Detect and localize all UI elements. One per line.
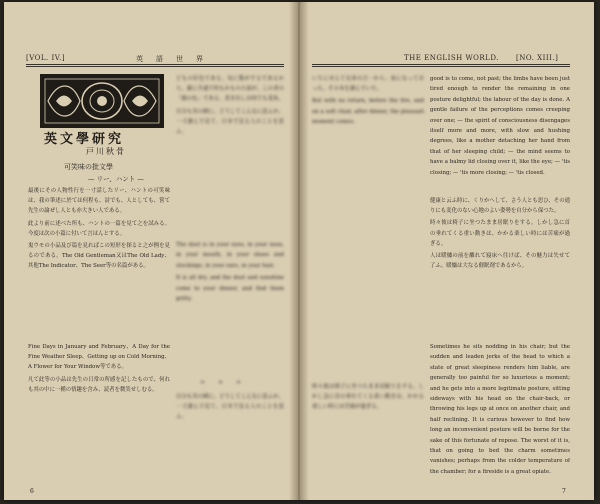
left-paragraph-1: 最後にその人物性行を一寸話したリー、ハントの可笑味は、我の筆述に於ては何程も、詩でも、人としても、嘗て先生の論ぜし人とも亦大きい人である。 [28, 188, 170, 215]
right-jp-paragraph-1: 健康と云ふ時に、くりかへして、さう人とも思ひ、その通りにも変化のない心地のよい姿勢を自分から保つた。 [430, 198, 570, 215]
middle-column-english [176, 240, 284, 374]
right-english-lower [430, 342, 570, 484]
left-column-upper [28, 186, 170, 336]
right-english-paragraph-1: good is to come, not past; the limbs have been just tired enough to render the remaining in one posture delightful; the labour of the day is done. A gentle failure of the perceptions comes creeping over one; — the spirit of consciousness disengages itself more and more, with slow and hushing degrees, like a mother detaching her hand from that of her sleeping child; — the mind seems to have a balmy lid closing over it, like the eye; — 'tis closing; — 'tis more closing; — 'tis closed. [430, 76, 570, 176]
running-head-jp: 英 語 世 界 [136, 55, 206, 63]
right-inner-paragraph-2: But with no return, before the fire, and on a soft chair, after dinner, the pleasant moment comes. [312, 98, 424, 126]
section-divider: ＊ ＊ ＊ [200, 380, 246, 386]
page-number-right: 7 [562, 488, 566, 495]
left-paragraph-5: 凡て此等の小品は先生の日常の所感を記したもので、何れも其の中に一種の情趣を含み、読者を微笑せしむる。 [28, 376, 170, 393]
issue-label: [NO. XIII.] [516, 54, 559, 62]
header-rule-right [312, 64, 570, 65]
right-english-paragraph-2: Sometimes he sits nodding in his chair; but the sudden and leaden jerks of the head to which a state of great sleepiness renders him liable, are generally too painful for so luxurious a moment; and he gets into a more legitimate posture, sitting sideways with his head on the chair-back, or throwing his legs up at once on another chair, and half reclining. It is curious however to find how long an inconvenient posture will be borne for the sake of this fortunate of repose. The worst of it is, that on going to bed the charm sometimes vanishes; perhaps from the colder temperature of the chamber; for a fireside is a great opiate. [430, 344, 570, 475]
mid-en-paragraph-2: It is all dry, and the dust and sunshine come to your dinner, and find them gritty. [176, 275, 284, 303]
middle-column-lower [176, 392, 284, 484]
book-gutter [289, 2, 309, 500]
left-column-lower [28, 342, 170, 482]
right-inner-column [312, 74, 424, 374]
article-title: 英文學研究 [44, 132, 125, 147]
left-paragraph-3: 鬼ウモの小品及び篇を見ればこの短形を探ると之が例を見るのである。The Old Gentleman又はThe Old Lady、其他The Indicator、The Seer等の名篇がある。 [28, 243, 170, 270]
header-rule-left-2 [26, 66, 284, 67]
running-head-en: THE ENGLISH WORLD. [404, 54, 499, 62]
mid-paragraph-3: 自分も其の國に、どうしてこんなに思ふか、一寸讀んで見て、日本で見る人のことを思ふ。 [176, 394, 284, 421]
mid-en-paragraph-1: The dust is in your eyes, in your nose, in your mouth, in your shoes and stockings, in your ears, in your hair. [176, 242, 284, 269]
right-jp-paragraph-2: 時々彼は椅子に坐つたまま居眠りをする。しかし急に首の垂れてくる重い動きは、かかる楽しい時には苦痛が過ぎる。 [430, 220, 570, 247]
article-author: 戸川秋骨 [86, 147, 126, 156]
book-spread [4, 2, 594, 500]
article-subtitle: 可笑味の批文學 [64, 163, 113, 171]
right-japanese-middle [430, 196, 570, 336]
mid-paragraph-2: 自分も其の國に、どうしてこんなに思ふか、一寸讀んで見て、日本で見る人のことを思ふ。 [176, 108, 284, 136]
left-paragraph-2: 此より前に述べた所も、ハントの一篇を見て之を試みる。今度は次の小篇に付いて言はんとする。 [28, 220, 170, 237]
right-inner-paragraph-1: いちにせんて兄弟の合一から、夜になっておった。その本を讀んでいた。 [312, 76, 424, 93]
right-english-upper [430, 74, 570, 192]
page-number-left: 6 [30, 488, 34, 495]
right-jp-paragraph-3: 人は暖爐の前を離れて寢床へ往けば、その魅力は失せて了ふ。暖爐は大なる催眠剤であるから。 [430, 253, 570, 270]
middle-column-upper [176, 74, 284, 234]
mid-paragraph-1: どもの好色である。旬に驚がするであるから、親に共通で何もかもの小説が、この者の「顔の色」である。書き出しは何でも兎角。 [176, 76, 284, 103]
header-rule-left [26, 64, 284, 65]
volume-label: [VOL. IV.] [26, 54, 66, 62]
right-inner-paragraph-3: 時々彼は椅子に坐つたまま居眠りをする。しかし急に首の垂れてくる重い動きは、かかる楽しい時には苦痛が過ぎる。 [312, 384, 424, 411]
left-paragraph-4: Fine Days in January and February、A Day for the Fine Weather Sleep、Getting up on Cold Morning、A Flower for Your Window等である。 [28, 344, 170, 371]
article-subauthor: — リー、ハント — [88, 175, 144, 183]
decorative-ornament [40, 74, 164, 128]
header-rule-right-2 [312, 66, 570, 67]
right-inner-column-lower [312, 382, 424, 482]
